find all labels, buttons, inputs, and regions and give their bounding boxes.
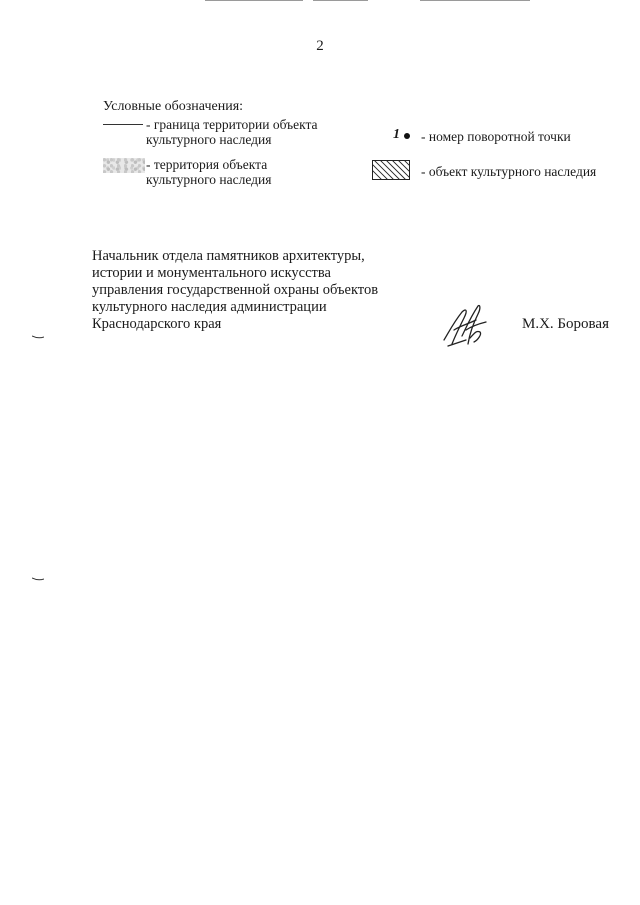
signer-name: М.Х. Боровая [522,316,609,332]
signature-line-5: Краснодарского края [92,316,222,332]
legend-turning-point-label: - номер поворотной точки [421,129,571,144]
boundary-line-swatch [103,124,143,125]
handwritten-signature [440,300,492,352]
signature-line-3: управления государственной охраны объектов [92,282,379,298]
signature-line-4: культурного наследия администрации [92,299,327,315]
legend-boundary-line1: - граница территории объекта [146,117,318,132]
legend-heritage-object-label: - объект культурного наследия [421,164,597,179]
margin-mark-lower [32,577,44,581]
margin-mark-upper [32,335,44,339]
top-rule-left [205,0,303,1]
signature-line-2: истории и монументального искусства [92,265,331,281]
hatch-swatch [372,160,410,180]
signature-line-1: Начальник отдела памятников архитектуры, [92,248,365,264]
legend-territory-line2: культурного наследия [146,172,272,187]
top-rule-right [420,0,530,1]
turning-point-dot-icon [404,133,410,139]
page-number: 2 [316,38,324,54]
legend-title: Условные обозначения: [103,99,244,114]
legend-territory-line1: - территория объекта [146,157,268,172]
legend-boundary-line2: культурного наследия [146,132,272,147]
turning-point-marker: 1 [393,127,400,142]
top-rule-mid [313,0,368,1]
territory-swatch [103,158,145,173]
signature-block [92,248,378,333]
